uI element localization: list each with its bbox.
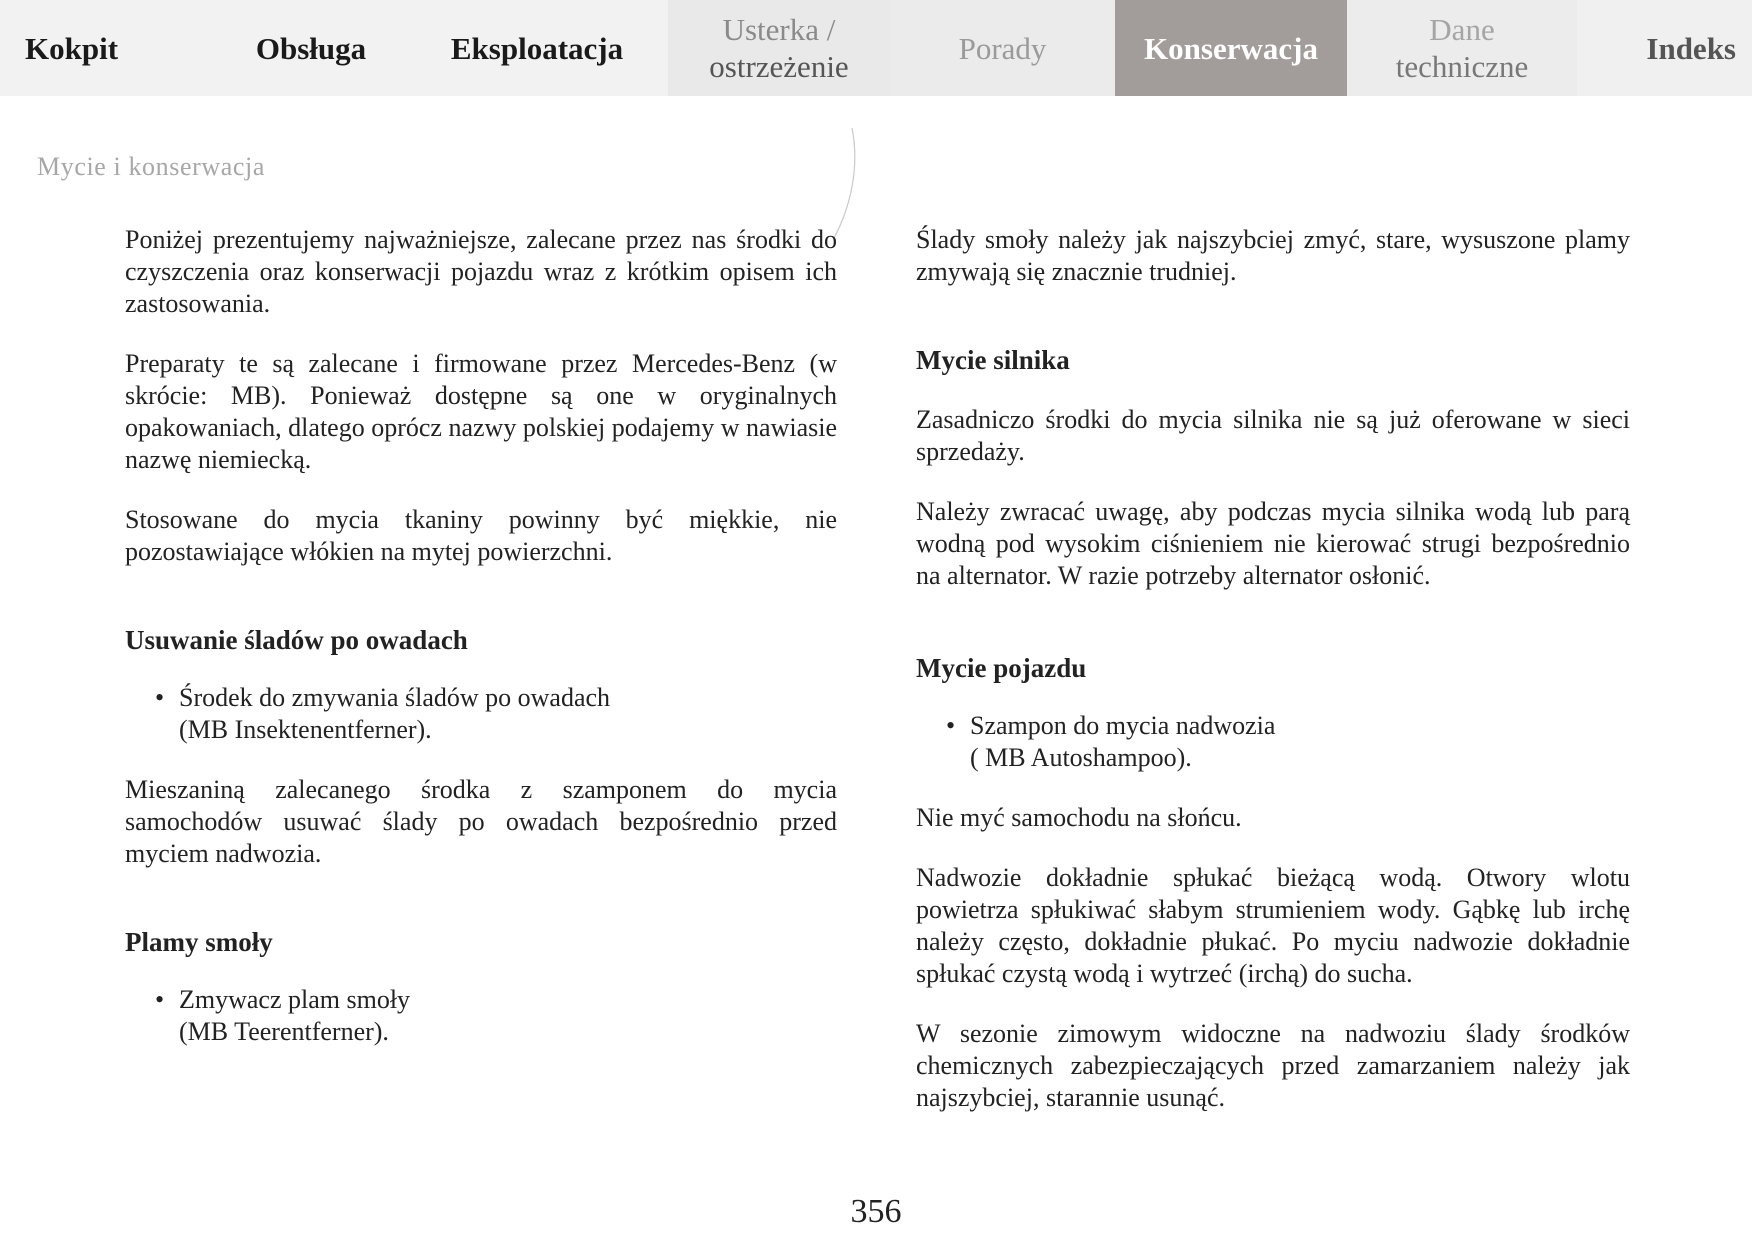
product-name: Szampon do mycia nadwozia xyxy=(970,711,1276,740)
tar-product-list xyxy=(125,984,837,1048)
tab-usterka-ostrzezenie[interactable] xyxy=(668,0,890,96)
list-item xyxy=(916,710,1630,774)
vehicle-product-list xyxy=(916,710,1630,774)
section-heading: Mycie i konserwacja xyxy=(37,152,265,181)
tab-label: Porady xyxy=(958,30,1047,66)
tab-label: Eksploatacja xyxy=(450,30,624,66)
tab-porady[interactable] xyxy=(890,0,1115,96)
product-german-name: ( MB Autoshampoo). xyxy=(970,743,1192,772)
engine-paragraph-2: Należy zwracać uwagę, aby podczas mycia silnika wodą lub parą wodną pod wysokim ciśnieniem nie kierować strugi bezpośrednio na alternator. W razie potrzeby alternator osłonić. xyxy=(916,497,1630,590)
page-number: 356 xyxy=(850,1193,902,1230)
tar-paragraph: Ślady smoły należy jak najszybciej zmyć, stare, wysuszone plamy zmywają się znacznie trudniej. xyxy=(916,225,1630,286)
product-german-name: (MB Teerentferner). xyxy=(179,1017,389,1046)
engine-paragraph-1: Zasadniczo środki do mycia silnika nie są już oferowane w sieci sprzedaży. xyxy=(916,405,1630,466)
tab-label: Usterka / xyxy=(722,12,836,47)
tab-label: Obsługa xyxy=(255,30,367,66)
product-german-name: (MB Insektenentferner). xyxy=(179,715,432,744)
bullet-icon: • xyxy=(155,683,165,712)
list-item xyxy=(125,984,837,1048)
tab-label-line2: techniczne xyxy=(1395,49,1529,84)
tar-heading: Plamy smoły xyxy=(125,927,273,957)
tab-label: Konserwacja xyxy=(1144,30,1318,66)
tab-label: Dane xyxy=(1429,12,1495,47)
bullet-icon: • xyxy=(155,985,165,1014)
vehicle-paragraph-1: Nie myć samochodu na słońcu. xyxy=(916,803,1242,832)
left-column xyxy=(125,224,837,1048)
product-name: Środek do zmywania śladów po owadach xyxy=(179,683,611,712)
product-name: Zmywacz plam smoły xyxy=(179,985,411,1014)
intro-paragraph-2: Preparaty te są zalecane i firmowane przez Mercedes-Benz (w skrócie: MB). Ponieważ dostępne są one w oryginalnych opakowaniach, dlatego oprócz nazwy polskiej podajemy w nawiasie nazwę niemiecką. xyxy=(125,349,837,474)
tab-konserwacja[interactable] xyxy=(1115,0,1347,96)
intro-paragraph-3: Stosowane do mycia tkaniny powinny być miękkie, nie pozostawiające włókien na mytej powierzchni. xyxy=(125,505,837,566)
tab-obsluga[interactable] xyxy=(216,0,406,96)
engine-heading: Mycie silnika xyxy=(916,345,1070,375)
chapter-navigation xyxy=(0,0,1752,96)
insects-heading: Usuwanie śladów po owadach xyxy=(125,625,468,655)
vehicle-paragraph-2: Nadwozie dokładnie spłukać bieżącą wodą. Otwory wlotu powietrza spłukiwać słabym strumieniem wody. Gąbkę lub irchę należy często, dokładnie płukać. Po myciu nadwozie dokładnie spłukać czystą wodą i wytrzeć (irchą) do sucha. xyxy=(916,863,1630,988)
vehicle-heading: Mycie pojazdu xyxy=(916,653,1087,683)
tab-indeks[interactable] xyxy=(1577,0,1752,96)
insects-product-list xyxy=(125,682,837,746)
tab-label-line2: ostrzeżenie xyxy=(709,49,849,84)
right-column xyxy=(916,224,1630,1114)
intro-paragraph-1: Poniżej prezentujemy najważniejsze, zalecane przez nas środki do czyszczenia oraz konserwacji pojazdu wraz z krótkim opisem ich zastosowania. xyxy=(125,225,837,318)
vehicle-paragraph-3: W sezonie zimowym widoczne na nadwoziu ślady środków chemicznych zabezpieczających przed zamarzaniem należy jak najszybciej, starannie usunąć. xyxy=(916,1019,1630,1112)
tab-label: Indeks xyxy=(1646,30,1736,66)
tab-dane-techniczne[interactable] xyxy=(1347,0,1577,96)
tab-label: Kokpit xyxy=(25,30,119,66)
insects-paragraph: Mieszaniną zalecanego środka z szamponem do mycia samochodów usuwać ślady po owadach bezpośrednio przed myciem nadwozia. xyxy=(125,775,837,868)
bullet-icon: • xyxy=(946,711,956,740)
tab-kokpit[interactable] xyxy=(0,0,216,96)
tab-eksploatacja[interactable] xyxy=(406,0,668,96)
list-item xyxy=(125,682,837,746)
